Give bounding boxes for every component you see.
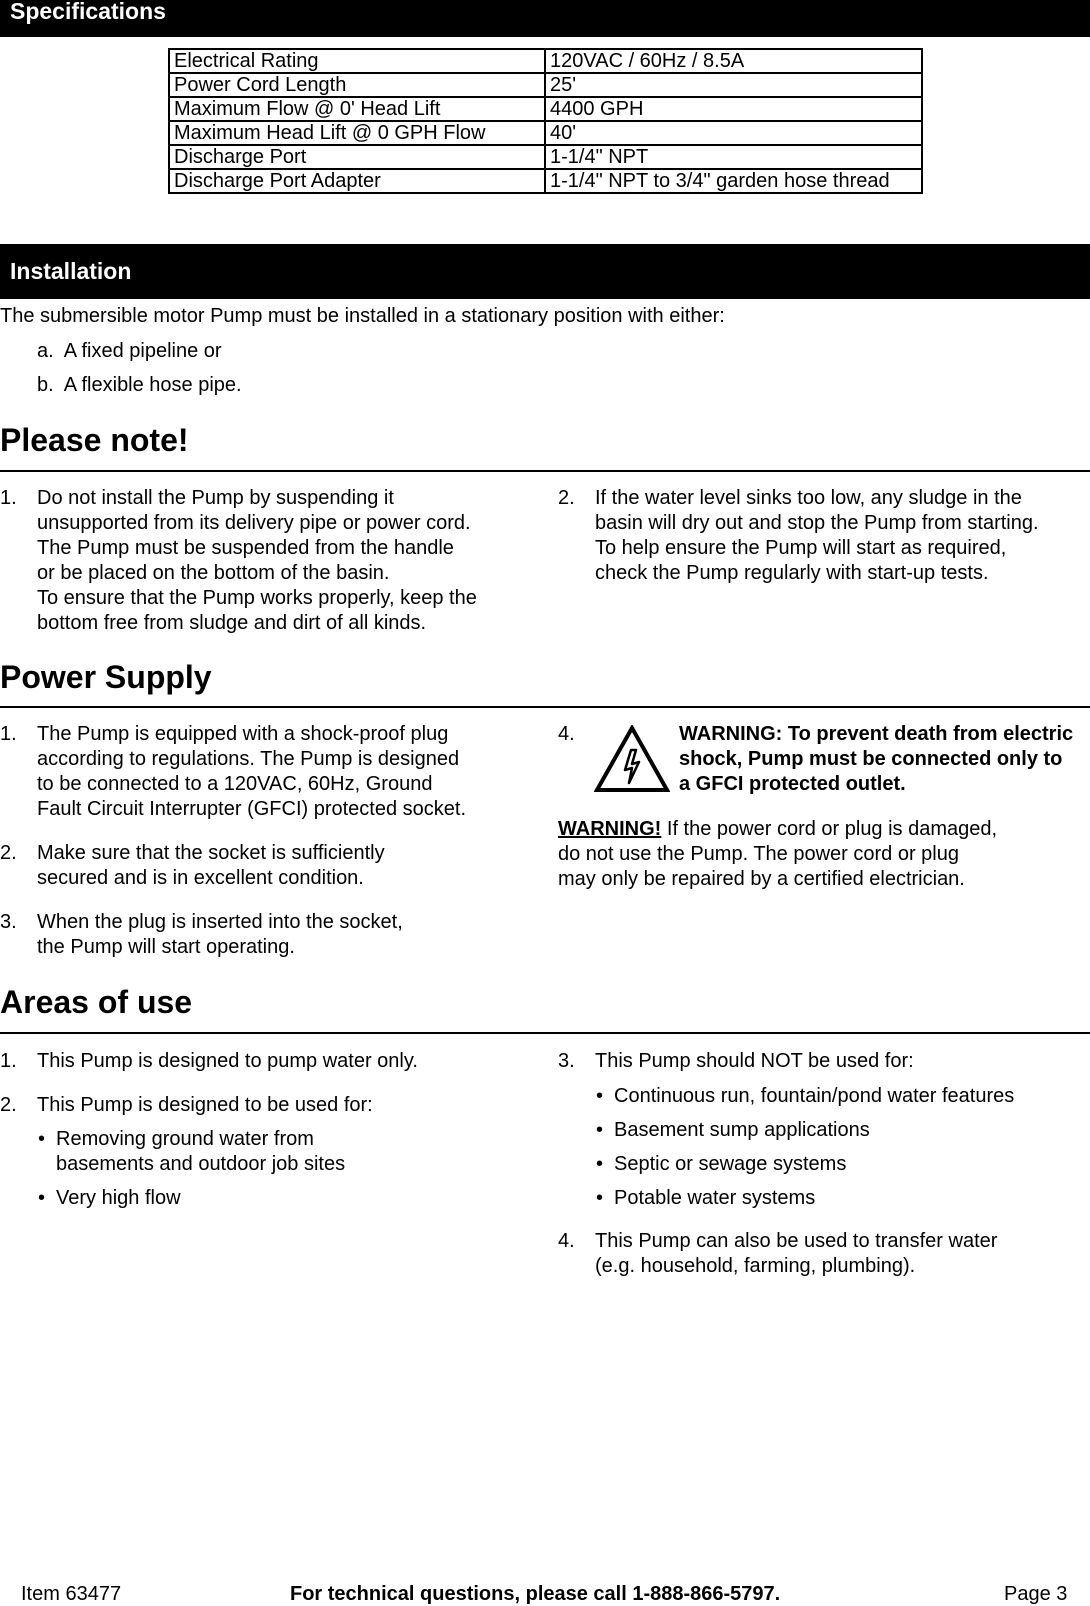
- divider: [0, 1032, 1090, 1034]
- installation-header: [0, 244, 1090, 299]
- spec-value: 120VAC / 60Hz / 8.5A: [545, 49, 922, 73]
- item-number: 4.: [558, 1230, 575, 1252]
- spec-label: Discharge Port: [169, 145, 545, 169]
- option-marker: a.: [37, 340, 54, 362]
- item-number: 2.: [0, 842, 17, 864]
- table-row: [169, 169, 922, 193]
- spec-label: Discharge Port Adapter: [169, 169, 545, 193]
- electric-shock-warning-icon: [594, 725, 670, 793]
- item-number: 1.: [0, 1050, 17, 1072]
- bullet-text: Septic or sewage systems: [614, 1153, 847, 1175]
- table-row: [169, 73, 922, 97]
- item-number: 3.: [0, 911, 17, 933]
- item-number: 2.: [558, 487, 575, 509]
- spec-value: 1-1/4" NPT to 3/4" garden hose thread: [545, 169, 922, 193]
- warning-label: WARNING!: [558, 818, 662, 840]
- bullet-icon: •: [596, 1119, 604, 1141]
- option-marker: b.: [37, 374, 54, 396]
- bullet-icon: •: [38, 1128, 46, 1150]
- option-text: A fixed pipeline or: [63, 340, 222, 362]
- spec-value: 4400 GPH: [545, 97, 922, 121]
- spec-label: Maximum Flow @ 0' Head Lift: [169, 97, 545, 121]
- item-text: This Pump should NOT be used for:: [595, 1050, 914, 1072]
- table-row: [169, 49, 922, 73]
- item-text: This Pump can also be used to transfer water (e.g. household, farming, plumbing).: [595, 1230, 998, 1277]
- divider: [0, 706, 1090, 708]
- item-text: Do not install the Pump by suspending it unsupported from its delivery pipe or power cord. The Pump must be suspended from the handle or be placed on the bottom of the basin. To ensure that the Pump works properly, keep the bottom free from sludge and dirt of all kinds.: [37, 487, 477, 634]
- gfci-warning-text: WARNING: To prevent death from electric shock, Pump must be connected only to a GFCI protected outlet.: [679, 723, 1074, 795]
- specifications-header: [0, 0, 1090, 37]
- bullet-text: Very high flow: [56, 1187, 181, 1209]
- item-text: This Pump is designed to pump water only.: [37, 1050, 418, 1072]
- cord-warning: [558, 817, 1088, 892]
- item-number: 1.: [0, 487, 17, 509]
- footer-page-number: Page 3: [1004, 1583, 1068, 1605]
- bullet-icon: •: [596, 1085, 604, 1107]
- bullet-icon: •: [38, 1187, 46, 1209]
- bullet-icon: •: [596, 1153, 604, 1175]
- areas-of-use-title: Areas of use: [0, 984, 193, 1020]
- item-text: This Pump is designed to be used for:: [37, 1094, 373, 1116]
- divider: [0, 470, 1090, 472]
- spec-value: 40': [545, 121, 922, 145]
- spec-value: 1-1/4" NPT: [545, 145, 922, 169]
- bullet-text: Continuous run, fountain/pond water features: [614, 1085, 1015, 1107]
- table-row: [169, 97, 922, 121]
- footer-item-number: Item 63477: [21, 1583, 122, 1605]
- specifications-title: Specifications: [10, 0, 166, 24]
- installation-option: [37, 339, 222, 364]
- spec-value: 25': [545, 73, 922, 97]
- please-note-title: Please note!: [0, 422, 189, 458]
- spec-label: Power Cord Length: [169, 73, 545, 97]
- item-text: If the water level sinks too low, any sludge in the basin will dry out and stop the Pump from starting. To help ensure the Pump will start as required, check the Pump regularly with start-up tests.: [595, 487, 1039, 584]
- table-row: [169, 145, 922, 169]
- footer-tech-support: For technical questions, please call 1-888-866-5797.: [290, 1583, 781, 1605]
- spec-label: Maximum Head Lift @ 0 GPH Flow: [169, 121, 545, 145]
- bullet-icon: •: [596, 1187, 604, 1209]
- spec-label: Electrical Rating: [169, 49, 545, 73]
- specifications-table: [168, 48, 923, 194]
- item-number: 3.: [558, 1050, 575, 1072]
- bullet-text: Potable water systems: [614, 1187, 816, 1209]
- item-number: 2.: [0, 1094, 17, 1116]
- option-text: A flexible hose pipe.: [63, 374, 242, 396]
- table-row: [169, 121, 922, 145]
- item-text: Make sure that the socket is sufficiently secured and is in excellent condition.: [37, 842, 385, 889]
- installation-intro: The submersible motor Pump must be installed in a stationary position with either:: [0, 305, 725, 327]
- power-supply-title: Power Supply: [0, 659, 212, 695]
- bullet-text: Basement sump applications: [614, 1119, 870, 1141]
- item-text: When the plug is inserted into the socket, the Pump will start operating.: [37, 911, 403, 958]
- bullet-text: Removing ground water from basements and outdoor job sites: [56, 1128, 346, 1175]
- warning-number: 4.: [558, 723, 575, 745]
- installation-title: Installation: [10, 258, 132, 284]
- warning-text: If the power cord or plug is damaged, do not use the Pump. The power cord or plug may only be repaired by a certified electrician.: [558, 818, 998, 890]
- item-text: The Pump is equipped with a shock-proof plug according to regulations. The Pump is designed to be connected to a 120VAC, 60Hz, Ground Fault Circuit Interrupter (GFCI) protected socket.: [37, 723, 467, 820]
- item-number: 1.: [0, 723, 17, 745]
- installation-option: [37, 373, 242, 398]
